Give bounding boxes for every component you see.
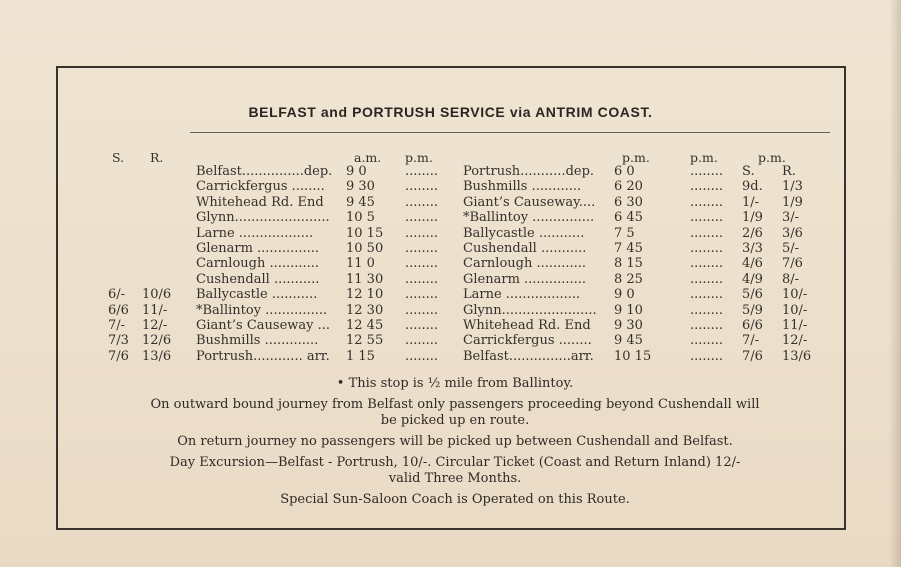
header-outbound-am: a.m. [354, 150, 382, 165]
return-stop: Cushendall ........... [463, 241, 587, 256]
return-pm-time: 9 10 [614, 302, 643, 318]
return-pm-time-2: ........ [690, 333, 724, 349]
return-fare-single: 5/6 [742, 287, 763, 303]
fare-single: 7/- [108, 318, 126, 333]
outbound-stop: Cushendall ........... [196, 271, 320, 287]
fare-single: 6/6 [108, 302, 129, 318]
return-fare-single: 4/9 [742, 271, 763, 287]
return-fare-return: 11/- [782, 318, 808, 333]
return-stop: Giant’s Causeway.... [463, 194, 596, 210]
return-fare-single: 1/- [742, 194, 760, 210]
return-fare-single: 9d. [742, 179, 763, 195]
return-pm-time: 9 0 [614, 287, 635, 303]
header-return-pm: p.m. [622, 150, 650, 165]
outbound-stop: Larne .................. [196, 225, 314, 241]
return-pm-time-2: ........ [690, 194, 724, 210]
return-fare-single: 2/6 [742, 225, 763, 241]
fare-return: 12/- [142, 318, 168, 333]
outbound-pm-time: ........ [405, 318, 439, 333]
fare-return: 11/- [142, 302, 168, 318]
outbound-am-time: 11 30 [346, 271, 384, 287]
outbound-stop: *Ballintoy ............... [196, 302, 328, 318]
return-pm-time-2: ........ [690, 256, 724, 272]
fare-return: 10/6 [142, 287, 172, 303]
outbound-am-time: 10 50 [346, 241, 384, 256]
return-pm-time: 9 45 [614, 333, 643, 349]
outbound-am-time: 12 30 [346, 302, 384, 318]
outbound-pm-time: ........ [405, 256, 439, 272]
timetable-title: BELFAST and PORTRUSH SERVICE via ANTRIM COAST. [248, 104, 653, 120]
header-fare-return: R. [150, 150, 164, 165]
header-return-pm-2: p.m. [690, 150, 718, 165]
fare-single: 7/3 [108, 333, 129, 349]
outbound-pm-time: ........ [405, 225, 439, 241]
return-stop: Carnlough ............ [463, 256, 587, 272]
outbound-am-time: 12 55 [346, 333, 384, 349]
return-stop: Glynn....................... [463, 302, 597, 318]
return-pm-time-2: ........ [690, 302, 724, 318]
outbound-stop: Belfast...............dep. [196, 164, 333, 179]
outbound-pm-time: ........ [405, 179, 439, 195]
fare-return: 12/6 [142, 333, 172, 349]
return-fare-return: 10/- [782, 302, 808, 318]
note-return: On return journey no passengers will be picked up between Cushendall and Belfast. [177, 434, 733, 449]
return-stop: Whitehead Rd. End [463, 318, 591, 333]
fare-single: 6/- [108, 287, 126, 303]
return-pm-time: 9 30 [614, 318, 643, 333]
return-fare-return: 3/6 [782, 225, 803, 241]
note-excursion-line-1: Day Excursion—Belfast - Portrush, 10/-. Circular Ticket (Coast and Return Inland) 12/- [169, 455, 741, 470]
return-fare-single: 6/6 [742, 318, 763, 333]
return-pm-time-2: ........ [690, 225, 724, 241]
header-outbound-pm: p.m. [405, 150, 433, 165]
return-fare-single: 4/6 [742, 256, 763, 272]
outbound-pm-time: ........ [405, 210, 439, 226]
outbound-am-time: 1 15 [346, 348, 375, 364]
outbound-pm-time: ........ [405, 333, 439, 349]
outbound-stop: Glenarm ............... [196, 241, 320, 256]
return-pm-time: 7 5 [614, 225, 635, 241]
return-pm-time: 6 30 [614, 194, 643, 210]
outbound-pm-time: ........ [405, 271, 439, 287]
title-rule [190, 132, 830, 133]
return-pm-time: 6 45 [614, 210, 643, 226]
return-fare-return: 13/6 [782, 348, 812, 364]
return-pm-time-2: ........ [690, 179, 724, 195]
return-fare-return: 12/- [782, 333, 808, 349]
outbound-stop: Bushmills ............. [196, 333, 319, 349]
outbound-pm-time: ........ [405, 287, 439, 303]
note-outbound-line-1: On outward bound journey from Belfast only passengers proceeding beyond Cushendall will [150, 397, 760, 412]
return-fare-return: 7/6 [782, 256, 803, 272]
return-pm-time: 8 15 [614, 256, 643, 272]
return-stop: Larne .................. [463, 287, 581, 303]
return-fare-single: 7/- [742, 333, 760, 349]
return-fare-single: 5/9 [742, 302, 763, 318]
outbound-stop: Portrush............ arr. [196, 348, 330, 364]
note-outbound-line-2: be picked up en route. [380, 413, 530, 428]
return-pm-time: 10 15 [614, 348, 652, 364]
outbound-am-time: 9 45 [346, 194, 375, 210]
return-fare-single: 7/6 [742, 348, 763, 364]
outbound-stop: Giant’s Causeway ... [196, 318, 331, 333]
return-stop: *Ballintoy ............... [463, 210, 595, 226]
return-pm-time-2: ........ [690, 318, 724, 333]
outbound-am-time: 12 10 [346, 287, 384, 303]
return-stop: Ballycastle ........... [463, 225, 585, 241]
header-return-pm-fares: p.m. [758, 150, 786, 165]
return-stop: Carrickfergus ........ [463, 333, 592, 349]
return-fare-return: R. [782, 164, 796, 179]
fare-single: 7/6 [108, 348, 129, 364]
fare-return: 13/6 [142, 348, 172, 364]
return-pm-time: 6 0 [614, 164, 635, 179]
outbound-stop: Whitehead Rd. End [196, 194, 324, 210]
return-pm-time-2: ........ [690, 271, 724, 287]
return-pm-time: 6 20 [614, 179, 643, 195]
outbound-pm-time: ........ [405, 348, 439, 364]
outbound-pm-time: ........ [405, 194, 439, 210]
outbound-stop: Glynn....................... [196, 210, 330, 226]
return-stop: Glenarm ............... [463, 271, 587, 287]
outbound-stop: Carrickfergus ........ [196, 179, 325, 195]
return-pm-time-2: ........ [690, 348, 724, 364]
return-pm-time: 7 45 [614, 241, 643, 256]
return-pm-time: 8 25 [614, 271, 643, 287]
return-stop: Belfast...............arr. [463, 348, 594, 364]
outbound-am-time: 12 45 [346, 318, 384, 333]
header-fare-single: S. [112, 150, 125, 165]
outbound-am-time: 10 15 [346, 225, 384, 241]
outbound-am-time: 11 0 [346, 256, 375, 272]
outbound-stop: Ballycastle ........... [196, 287, 318, 303]
return-pm-time-2: ........ [690, 164, 724, 179]
note-excursion-line-2: valid Three Months. [388, 471, 522, 486]
outbound-am-time: 10 5 [346, 210, 375, 226]
outbound-pm-time: ........ [405, 241, 439, 256]
return-stop: Bushmills ............ [463, 179, 582, 195]
return-fare-single: 3/3 [742, 241, 763, 256]
return-pm-time-2: ........ [690, 287, 724, 303]
return-fare-return: 1/3 [782, 179, 803, 195]
return-fare-return: 8/- [782, 271, 800, 287]
return-fare-return: 5/- [782, 241, 800, 256]
return-pm-time-2: ........ [690, 241, 724, 256]
return-fare-return: 10/- [782, 287, 808, 303]
return-fare-single: S. [742, 164, 755, 179]
return-fare-single: 1/9 [742, 210, 763, 226]
outbound-stop: Carnlough ............ [196, 256, 320, 272]
outbound-pm-time: ........ [405, 302, 439, 318]
outbound-am-time: 9 30 [346, 179, 375, 195]
outbound-pm-time: ........ [405, 164, 439, 179]
note-sun-saloon: Special Sun-Saloon Coach is Operated on this Route. [280, 492, 630, 507]
note-ballintoy: • This stop is ½ mile from Ballintoy. [336, 376, 574, 391]
return-pm-time-2: ........ [690, 210, 724, 226]
outbound-am-time: 9 0 [346, 164, 367, 179]
return-fare-return: 3/- [782, 210, 800, 226]
return-stop: Portrush...........dep. [463, 164, 595, 179]
return-fare-return: 1/9 [782, 194, 803, 210]
